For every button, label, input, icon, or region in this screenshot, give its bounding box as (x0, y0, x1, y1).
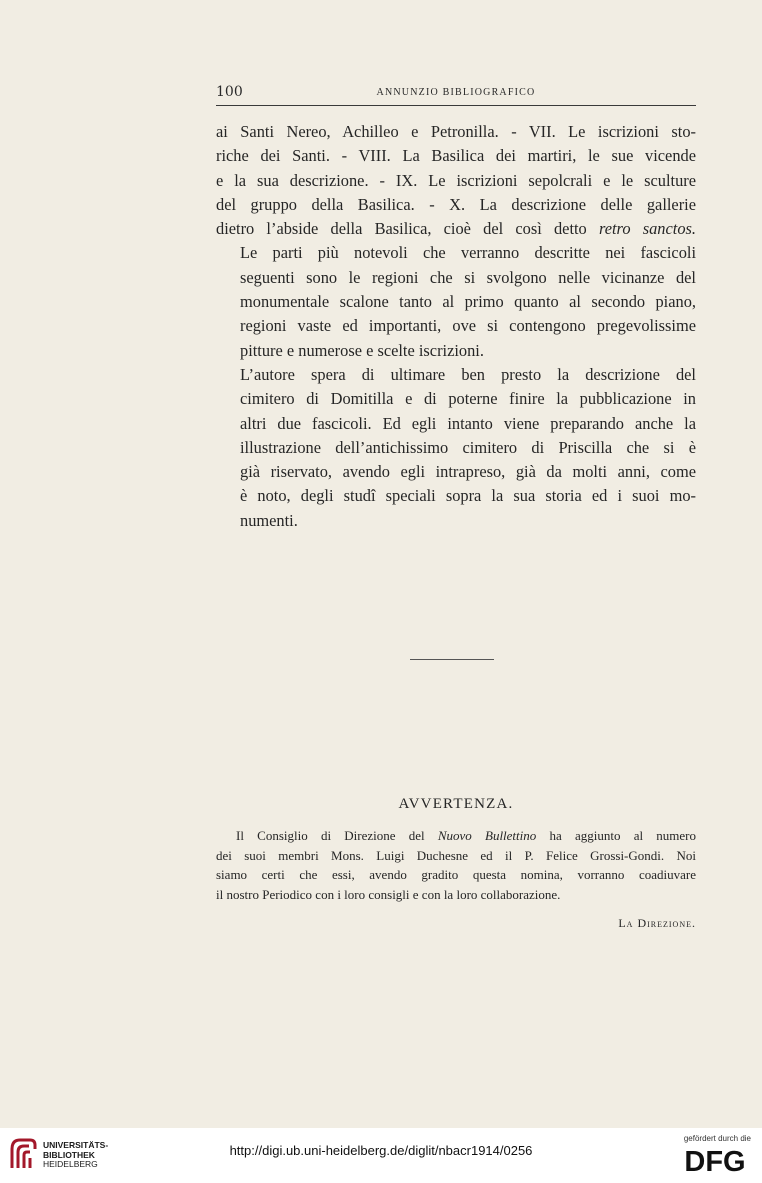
page-header (216, 84, 696, 104)
dfg-logo-icon (679, 1146, 751, 1174)
body-text (216, 120, 696, 533)
paragraph-1 (216, 120, 696, 241)
page-number: 100 (216, 84, 243, 100)
notice-text (216, 826, 696, 904)
text-line: L’autore spera di ultimare ben presto la descrizione del (240, 364, 696, 384)
italic-phrase: retro sanctos. (598, 219, 696, 239)
text-line: monumentale scalone tanto al primo quanto al secondo piano, (240, 292, 696, 312)
header-rule (216, 105, 696, 106)
text-line: Le parti più notevoli che verranno descritte nei fascicoli (240, 243, 696, 263)
running-title: ANNUNZIO BIBLIOGRAFICO (376, 87, 536, 98)
paragraph-3 (216, 363, 696, 533)
text-line: seguenti sono le regioni che si svolgono nelle vicinanze del (240, 267, 696, 287)
funding-note: gefördert durch die (683, 1134, 751, 1143)
text-line: riche dei Santi. - VIII. La Basilica dei martiri, le sue vicende (216, 146, 696, 166)
signature: La Direzione. (618, 916, 696, 930)
text-line: illustrazione dell’antichissimo cimitero di Priscilla che si è (240, 437, 696, 457)
library-name-line: UNIVERSITÄTS- (43, 1140, 109, 1150)
library-name-line: BIBLIOTHEK (43, 1149, 95, 1160)
text-line: il nostro Periodico con i loro consigli e con la loro collaborazione. (216, 886, 561, 902)
section-divider (410, 659, 494, 660)
text-segment: Il Consiglio di Direzione del (236, 828, 438, 843)
italic-phrase: Nuovo Bullettino (437, 828, 537, 843)
text-line: è noto, degli studî speciali sopra la sua storia ed i suoi mo- (240, 486, 696, 506)
text-line: altri due fascicoli. Ed egli intanto viene preparando anche la (240, 413, 696, 433)
footer-bar (0, 1128, 762, 1183)
text-line (216, 217, 696, 241)
dfg-logo-text: DFG (684, 1146, 746, 1174)
text-line: cimitero di Domitilla e di poterne finire la pubblicazione in (240, 389, 696, 409)
text-segment: ha aggiunto al numero (536, 828, 697, 843)
text-line: già riservato, avendo egli intrapreso, già da molti anni, come (240, 462, 696, 482)
text-line: e la sua descrizione. - IX. Le iscrizioni sepolcrali e le sculture (216, 170, 696, 190)
text-line: dei suoi membri Mons. Luigi Duchesne ed il P. Felice Grossi-Gondi. Noi (216, 847, 696, 863)
text-line: pitture e numerose e scelte iscrizioni. (240, 340, 484, 360)
text-line: del gruppo della Basilica. - X. La descrizione delle gallerie (216, 194, 696, 214)
paragraph-2 (216, 241, 696, 362)
text-line: numenti. (240, 510, 298, 530)
text-line: ai Santi Nereo, Achilleo e Petronilla. - VII. Le iscrizioni sto- (216, 122, 696, 141)
text-line: regioni vaste ed importanti, ove si contengono pregevolissime (240, 316, 696, 336)
library-name-line: HEIDELBERG (43, 1159, 98, 1169)
text-line: siamo certi che essi, avendo gradito questa nomina, vorranno coadiuvare (216, 867, 696, 882)
text-line (216, 826, 696, 846)
notice-title: AVVERTENZA. (398, 796, 514, 812)
permalink-url[interactable]: http://digi.ub.uni-heidelberg.de/diglit/nbacr1914/0256 (229, 1143, 533, 1158)
text-segment: dietro l’abside della Basilica, cioè del così detto (216, 219, 599, 239)
